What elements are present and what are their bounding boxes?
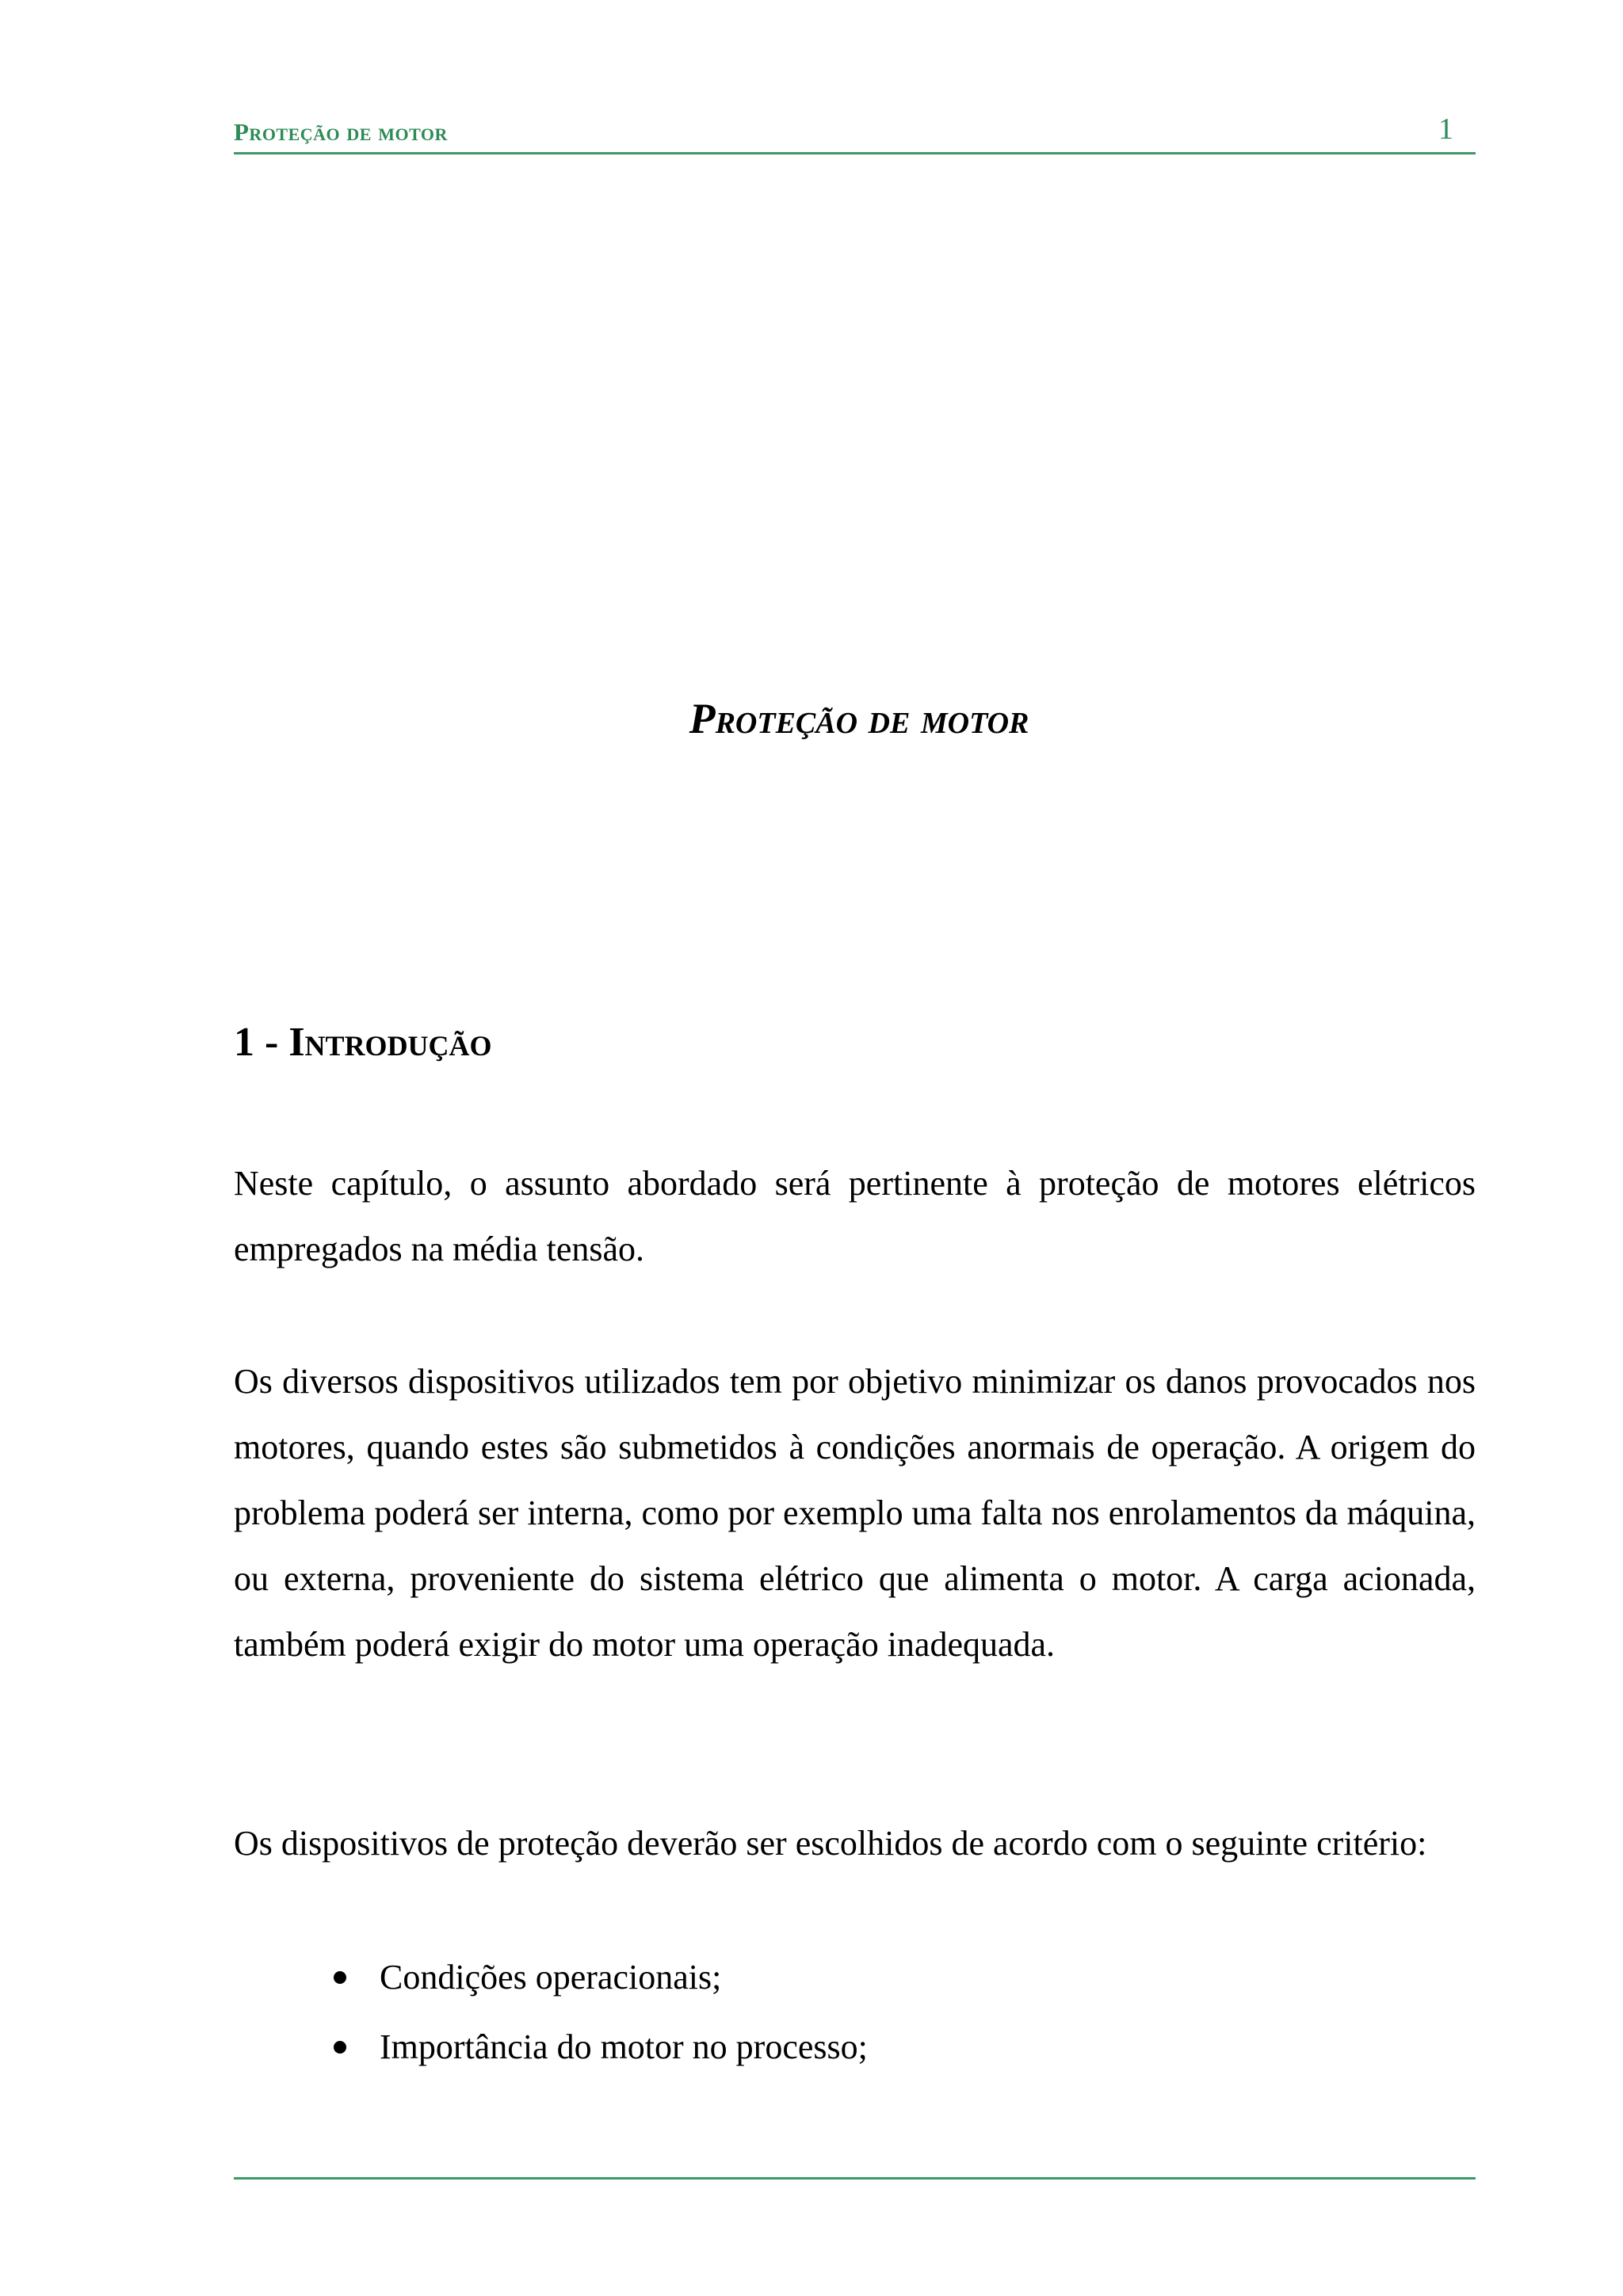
list-item bbox=[327, 2012, 868, 2082]
paragraph-criteria: Os dispositivos de proteção deverão ser escolhidos de acordo com o seguinte critério: bbox=[234, 1824, 1427, 1863]
running-header bbox=[234, 111, 1476, 154]
running-header-title: Proteção de motor bbox=[234, 118, 448, 146]
list-item-text: Condições operacionais; bbox=[380, 1958, 722, 1997]
list-item bbox=[327, 1943, 868, 2012]
bullet-icon bbox=[334, 1971, 346, 1984]
paragraph-devices: Os diversos dispositivos utilizados tem por objetivo minimizar os danos provocados nos motores, quando estes são submetidos à condições anormais de operação. A origem do problema poderá ser interna, como por exemplo uma falta nos enrolamentos da máquina, ou externa, proveniente do sistema elétrico que alimenta o motor. A carga acionada, também poderá exigir do motor uma operação inadequada. bbox=[234, 1362, 1476, 1664]
bullet-icon bbox=[334, 2041, 346, 2054]
chapter-title: Proteção de motor bbox=[689, 695, 1029, 742]
page-number: 1 bbox=[1438, 113, 1453, 146]
paragraph-intro: Neste capítulo, o assunto abordado será pertinente à proteção de motores elétricos empregados na média tensão. bbox=[234, 1164, 1476, 1268]
footer-rule bbox=[234, 2177, 1476, 2180]
section-heading: 1 - Introdução bbox=[234, 1020, 492, 1065]
list-item-text: Importância do motor no processo; bbox=[380, 2027, 868, 2066]
criteria-list bbox=[327, 1943, 868, 2082]
